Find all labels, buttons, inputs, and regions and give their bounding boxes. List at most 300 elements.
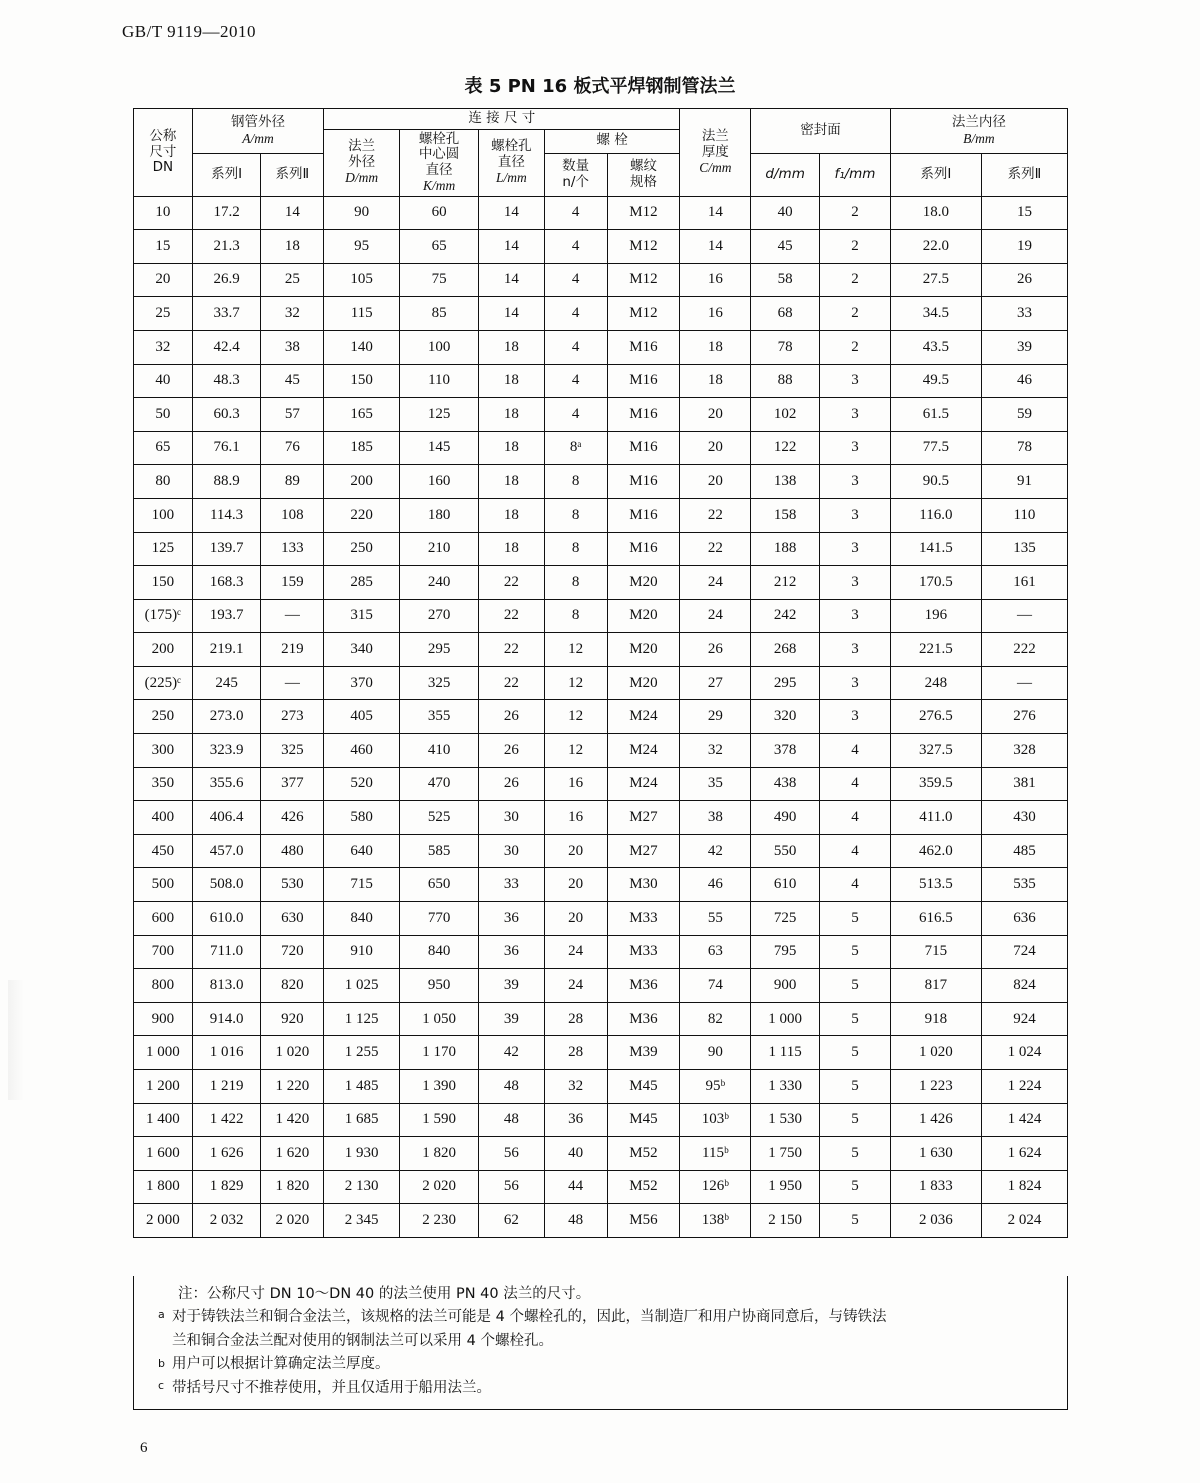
cell-flange-id-series2: 924 — [981, 1002, 1067, 1036]
cell-pipe-od-series2: 820 — [261, 969, 324, 1003]
table-notes — [133, 1276, 1068, 1410]
cell-flange-id-series1: 276.5 — [890, 700, 981, 734]
cell-pipe-od-series2: — — [261, 666, 324, 700]
cell-pipe-od-series2: 38 — [261, 330, 324, 364]
cell-bolt-hole-dia: 26 — [479, 700, 545, 734]
cell-dn: 50 — [134, 398, 193, 432]
header-dn-line3: DN — [152, 159, 174, 176]
cell-flange-id-series1: 221.5 — [890, 633, 981, 667]
note-b-marker: b — [158, 1357, 165, 1371]
cell-bolt-hole-dia: 56 — [479, 1137, 545, 1171]
cell-sealing-d: 242 — [751, 599, 820, 633]
cell-bolt-thread: M16 — [607, 330, 680, 364]
cell-flange-thickness: 18 — [680, 330, 751, 364]
cell-flange-od: 2 130 — [324, 1170, 400, 1204]
cell-sealing-f1: 4 — [820, 801, 891, 835]
header-bolt-hole-line2: 直径 — [497, 153, 525, 170]
cell-bolt-hole-dia: 62 — [479, 1204, 545, 1238]
cell-flange-thickness: 20 — [680, 431, 751, 465]
cell-sealing-d: 725 — [751, 902, 820, 936]
cell-pipe-od-series1: 17.2 — [192, 196, 261, 230]
cell-dn: 10 — [134, 196, 193, 230]
cell-bolt-thread: M45 — [607, 1103, 680, 1137]
cell-flange-thickness: 46 — [680, 868, 751, 902]
cell-flange-id-series2: 1 024 — [981, 1036, 1067, 1070]
cell-bolt-thread: M16 — [607, 465, 680, 499]
cell-sealing-d: 1 000 — [751, 1002, 820, 1036]
table-row — [134, 1204, 1068, 1238]
cell-flange-id-series1: 248 — [890, 666, 981, 700]
cell-sealing-d: 102 — [751, 398, 820, 432]
cell-flange-id-series2: 161 — [981, 566, 1067, 600]
table-row — [134, 700, 1068, 734]
page-number: 6 — [140, 1440, 148, 1456]
page-smudge — [8, 980, 24, 1100]
cell-dn: 250 — [134, 700, 193, 734]
cell-flange-od: 1 025 — [324, 969, 400, 1003]
cell-flange-id-series1: 715 — [890, 935, 981, 969]
table-row — [134, 1170, 1068, 1204]
cell-pipe-od-series1: 219.1 — [192, 633, 261, 667]
cell-pipe-od-series2: 273 — [261, 700, 324, 734]
cell-flange-od: 1 485 — [324, 1070, 400, 1104]
cell-bolt-thread: M20 — [607, 599, 680, 633]
cell-flange-id-series2: 535 — [981, 868, 1067, 902]
cell-bolt-circle: 210 — [400, 532, 479, 566]
cell-dn: (175)ᶜ — [134, 599, 193, 633]
cell-sealing-f1: 3 — [820, 666, 891, 700]
cell-flange-id-series2: 135 — [981, 532, 1067, 566]
header-row-1 — [134, 109, 1068, 130]
cell-flange-od: 185 — [324, 431, 400, 465]
header-bolt-circle-line2: 中心圆 — [418, 146, 460, 163]
header-bolt-count-line1: 数量 — [562, 158, 590, 175]
cell-bolt-thread: M16 — [607, 431, 680, 465]
cell-bolt-thread: M16 — [607, 364, 680, 398]
cell-flange-od: 370 — [324, 666, 400, 700]
cell-bolt-circle: 60 — [400, 196, 479, 230]
cell-pipe-od-series2: 920 — [261, 1002, 324, 1036]
cell-bolt-circle: 770 — [400, 902, 479, 936]
cell-sealing-d: 212 — [751, 566, 820, 600]
table-row — [134, 566, 1068, 600]
cell-bolt-circle: 110 — [400, 364, 479, 398]
cell-dn: 150 — [134, 566, 193, 600]
cell-dn: (225)ᶜ — [134, 666, 193, 700]
cell-dn: 900 — [134, 1002, 193, 1036]
cell-flange-id-series1: 77.5 — [890, 431, 981, 465]
header-sealing-f1: f₁/mm — [820, 153, 891, 196]
cell-flange-od: 200 — [324, 465, 400, 499]
header-bolt-thread-line2: 规格 — [629, 173, 657, 190]
cell-bolt-count: 12 — [544, 666, 607, 700]
cell-pipe-od-series2: 219 — [261, 633, 324, 667]
header-pipe-od-unit: A/mm — [242, 130, 274, 146]
cell-pipe-od-series2: 14 — [261, 196, 324, 230]
cell-bolt-hole-dia: 18 — [479, 465, 545, 499]
cell-pipe-od-series2: 18 — [261, 230, 324, 264]
cell-pipe-od-series1: 114.3 — [192, 498, 261, 532]
cell-bolt-circle: 100 — [400, 330, 479, 364]
cell-flange-id-series2: 33 — [981, 297, 1067, 331]
cell-flange-thickness: 14 — [680, 230, 751, 264]
table-row — [134, 431, 1068, 465]
cell-bolt-hole-dia: 39 — [479, 969, 545, 1003]
cell-bolt-circle: 325 — [400, 666, 479, 700]
cell-bolt-hole-dia: 14 — [479, 196, 545, 230]
cell-dn: 20 — [134, 263, 193, 297]
cell-dn: 1 200 — [134, 1070, 193, 1104]
cell-bolt-thread: M16 — [607, 498, 680, 532]
cell-pipe-od-series2: 25 — [261, 263, 324, 297]
cell-flange-id-series2: 15 — [981, 196, 1067, 230]
cell-flange-id-series2: — — [981, 599, 1067, 633]
cell-pipe-od-series2: 108 — [261, 498, 324, 532]
cell-flange-id-series1: 170.5 — [890, 566, 981, 600]
cell-bolt-circle: 160 — [400, 465, 479, 499]
cell-sealing-f1: 2 — [820, 196, 891, 230]
cell-flange-thickness: 14 — [680, 196, 751, 230]
cell-bolt-hole-dia: 36 — [479, 902, 545, 936]
cell-pipe-od-series2: 377 — [261, 767, 324, 801]
cell-pipe-od-series2: 89 — [261, 465, 324, 499]
header-dn-line2: 尺寸 — [149, 143, 177, 160]
cell-bolt-hole-dia: 18 — [479, 431, 545, 465]
table-row — [134, 935, 1068, 969]
cell-pipe-od-series1: 508.0 — [192, 868, 261, 902]
cell-dn: 500 — [134, 868, 193, 902]
table-row — [134, 1036, 1068, 1070]
cell-pipe-od-series2: 2 020 — [261, 1204, 324, 1238]
cell-pipe-od-series1: 42.4 — [192, 330, 261, 364]
cell-pipe-od-series1: 914.0 — [192, 1002, 261, 1036]
cell-flange-thickness: 95ᵇ — [680, 1070, 751, 1104]
cell-bolt-thread: M20 — [607, 666, 680, 700]
cell-flange-thickness: 26 — [680, 633, 751, 667]
cell-pipe-od-series1: 323.9 — [192, 734, 261, 768]
cell-sealing-d: 58 — [751, 263, 820, 297]
cell-sealing-f1: 4 — [820, 734, 891, 768]
cell-dn: 32 — [134, 330, 193, 364]
cell-sealing-f1: 5 — [820, 1170, 891, 1204]
cell-pipe-od-series2: 159 — [261, 566, 324, 600]
cell-flange-od: 1 255 — [324, 1036, 400, 1070]
cell-dn: 125 — [134, 532, 193, 566]
cell-flange-od: 910 — [324, 935, 400, 969]
cell-pipe-od-series2: 1 220 — [261, 1070, 324, 1104]
table-row — [134, 532, 1068, 566]
cell-bolt-count: 48 — [544, 1204, 607, 1238]
cell-bolt-count: 8 — [544, 498, 607, 532]
cell-flange-od: 340 — [324, 633, 400, 667]
header-pipe-od — [192, 109, 324, 154]
cell-dn: 600 — [134, 902, 193, 936]
cell-flange-id-series1: 411.0 — [890, 801, 981, 835]
cell-sealing-f1: 5 — [820, 969, 891, 1003]
cell-flange-id-series1: 90.5 — [890, 465, 981, 499]
cell-dn: 800 — [134, 969, 193, 1003]
cell-bolt-hole-dia: 36 — [479, 935, 545, 969]
table-row — [134, 767, 1068, 801]
table-body — [134, 196, 1068, 1237]
cell-pipe-od-series2: 480 — [261, 834, 324, 868]
cell-flange-thickness: 126ᵇ — [680, 1170, 751, 1204]
cell-flange-id-series2: 824 — [981, 969, 1067, 1003]
cell-flange-id-series2: 59 — [981, 398, 1067, 432]
cell-flange-id-series2: 91 — [981, 465, 1067, 499]
cell-flange-od: 580 — [324, 801, 400, 835]
cell-sealing-d: 1 530 — [751, 1103, 820, 1137]
cell-pipe-od-series1: 245 — [192, 666, 261, 700]
note-b-text: 用户可以根据计算确定法兰厚度。 — [172, 1356, 390, 1373]
cell-sealing-f1: 3 — [820, 431, 891, 465]
cell-flange-thickness: 20 — [680, 398, 751, 432]
header-bolt-hole-dia — [479, 129, 545, 196]
cell-sealing-f1: 5 — [820, 1204, 891, 1238]
cell-flange-id-series2: — — [981, 666, 1067, 700]
cell-bolt-thread: M24 — [607, 700, 680, 734]
cell-bolt-thread: M56 — [607, 1204, 680, 1238]
cell-bolt-thread: M24 — [607, 734, 680, 768]
header-bolt-circle — [400, 129, 479, 196]
cell-flange-thickness: 103ᵇ — [680, 1103, 751, 1137]
cell-sealing-f1: 3 — [820, 700, 891, 734]
header-flange-od-line2: 外径 — [348, 153, 376, 170]
cell-flange-id-series1: 1 223 — [890, 1070, 981, 1104]
cell-bolt-thread: M52 — [607, 1137, 680, 1171]
flange-dimension-table — [133, 108, 1068, 1238]
cell-bolt-hole-dia: 22 — [479, 633, 545, 667]
cell-flange-id-series1: 49.5 — [890, 364, 981, 398]
cell-flange-id-series1: 116.0 — [890, 498, 981, 532]
cell-bolt-circle: 125 — [400, 398, 479, 432]
cell-flange-od: 1 930 — [324, 1137, 400, 1171]
cell-bolt-count: 16 — [544, 801, 607, 835]
cell-pipe-od-series1: 813.0 — [192, 969, 261, 1003]
cell-flange-id-series2: 636 — [981, 902, 1067, 936]
header-bolt-count-line2: n/个 — [562, 173, 589, 190]
cell-flange-od: 1 125 — [324, 1002, 400, 1036]
cell-flange-id-series1: 141.5 — [890, 532, 981, 566]
cell-sealing-f1: 3 — [820, 364, 891, 398]
header-thickness-line1: 法兰 — [701, 128, 729, 145]
cell-bolt-thread: M33 — [607, 902, 680, 936]
cell-sealing-d: 78 — [751, 330, 820, 364]
cell-flange-od: 715 — [324, 868, 400, 902]
cell-flange-id-series1: 462.0 — [890, 834, 981, 868]
cell-bolt-count: 4 — [544, 398, 607, 432]
cell-bolt-hole-dia: 22 — [479, 566, 545, 600]
cell-pipe-od-series1: 406.4 — [192, 801, 261, 835]
cell-sealing-f1: 3 — [820, 633, 891, 667]
cell-sealing-f1: 4 — [820, 834, 891, 868]
cell-bolt-thread: M36 — [607, 969, 680, 1003]
cell-sealing-d: 900 — [751, 969, 820, 1003]
cell-dn: 350 — [134, 767, 193, 801]
cell-pipe-od-series1: 1 626 — [192, 1137, 261, 1171]
header-pipe-od-label: 钢管外径 — [230, 114, 285, 131]
cell-sealing-f1: 4 — [820, 868, 891, 902]
cell-bolt-count: 20 — [544, 902, 607, 936]
cell-flange-id-series2: 276 — [981, 700, 1067, 734]
cell-dn: 40 — [134, 364, 193, 398]
table-title: 表 5 PN 16 板式平焊钢制管法兰 — [464, 76, 736, 97]
cell-flange-thickness: 63 — [680, 935, 751, 969]
cell-bolt-circle: 240 — [400, 566, 479, 600]
cell-flange-id-series2: 2 024 — [981, 1204, 1067, 1238]
note-a-marker: a — [158, 1308, 165, 1322]
cell-bolt-thread: M39 — [607, 1036, 680, 1070]
cell-bolt-count: 4 — [544, 330, 607, 364]
table-row — [134, 969, 1068, 1003]
table-row — [134, 633, 1068, 667]
cell-sealing-f1: 5 — [820, 1036, 891, 1070]
cell-flange-od: 840 — [324, 902, 400, 936]
cell-flange-od: 520 — [324, 767, 400, 801]
cell-pipe-od-series1: 60.3 — [192, 398, 261, 432]
cell-sealing-d: 1 115 — [751, 1036, 820, 1070]
cell-bolt-thread: M12 — [607, 230, 680, 264]
cell-sealing-d: 45 — [751, 230, 820, 264]
cell-bolt-hole-dia: 39 — [479, 1002, 545, 1036]
table-row — [134, 834, 1068, 868]
cell-dn: 80 — [134, 465, 193, 499]
cell-dn: 2 000 — [134, 1204, 193, 1238]
cell-bolt-count: 8 — [544, 532, 607, 566]
note-c — [144, 1377, 1057, 1400]
table-row — [134, 196, 1068, 230]
table-row — [134, 868, 1068, 902]
cell-pipe-od-series2: 630 — [261, 902, 324, 936]
header-bolt-count — [544, 153, 607, 196]
header-bolt-group: 螺 栓 — [544, 129, 680, 153]
table-row — [134, 364, 1068, 398]
cell-bolt-thread: M30 — [607, 868, 680, 902]
cell-bolt-hole-dia: 14 — [479, 263, 545, 297]
cell-sealing-d: 122 — [751, 431, 820, 465]
cell-dn: 450 — [134, 834, 193, 868]
cell-sealing-d: 268 — [751, 633, 820, 667]
header-flange-id-series2: 系列Ⅱ — [981, 153, 1067, 196]
cell-flange-thickness: 55 — [680, 902, 751, 936]
cell-bolt-count: 40 — [544, 1137, 607, 1171]
table-row — [134, 666, 1068, 700]
cell-flange-thickness: 74 — [680, 969, 751, 1003]
cell-sealing-f1: 3 — [820, 566, 891, 600]
note-c-text: 带括号尺寸不推荐使用，并且仅适用于船用法兰。 — [172, 1379, 491, 1396]
header-sealing-group: 密封面 — [751, 109, 891, 154]
cell-sealing-f1: 4 — [820, 767, 891, 801]
cell-dn: 700 — [134, 935, 193, 969]
cell-pipe-od-series2: — — [261, 599, 324, 633]
cell-flange-od: 90 — [324, 196, 400, 230]
cell-flange-id-series1: 616.5 — [890, 902, 981, 936]
header-bolt-hole-line3: L/mm — [496, 170, 527, 186]
cell-bolt-hole-dia: 18 — [479, 398, 545, 432]
table-row — [134, 599, 1068, 633]
cell-bolt-circle: 1 820 — [400, 1137, 479, 1171]
header-flange-od-line1: 法兰 — [348, 138, 376, 155]
cell-pipe-od-series1: 76.1 — [192, 431, 261, 465]
cell-bolt-hole-dia: 14 — [479, 297, 545, 331]
cell-flange-id-series1: 34.5 — [890, 297, 981, 331]
cell-flange-id-series1: 1 426 — [890, 1103, 981, 1137]
cell-flange-id-series2: 328 — [981, 734, 1067, 768]
cell-sealing-d: 1 750 — [751, 1137, 820, 1171]
header-pipe-od-series1: 系列Ⅰ — [192, 153, 261, 196]
cell-sealing-f1: 3 — [820, 532, 891, 566]
cell-flange-thickness: 18 — [680, 364, 751, 398]
cell-dn: 100 — [134, 498, 193, 532]
cell-sealing-d: 320 — [751, 700, 820, 734]
cell-sealing-d: 188 — [751, 532, 820, 566]
cell-flange-thickness: 42 — [680, 834, 751, 868]
header-flange-id-series1: 系列Ⅰ — [890, 153, 981, 196]
cell-flange-thickness: 16 — [680, 297, 751, 331]
cell-pipe-od-series2: 1 420 — [261, 1103, 324, 1137]
cell-bolt-circle: 410 — [400, 734, 479, 768]
cell-flange-id-series1: 43.5 — [890, 330, 981, 364]
cell-flange-thickness: 32 — [680, 734, 751, 768]
cell-sealing-f1: 5 — [820, 1103, 891, 1137]
cell-flange-thickness: 138ᵇ — [680, 1204, 751, 1238]
cell-flange-id-series2: 1 624 — [981, 1137, 1067, 1171]
cell-flange-od: 285 — [324, 566, 400, 600]
cell-bolt-count: 20 — [544, 868, 607, 902]
note-a-continuation: 兰和铜合金法兰配对使用的钢制法兰可以采用 4 个螺栓孔。 — [172, 1332, 553, 1349]
cell-pipe-od-series2: 720 — [261, 935, 324, 969]
header-sealing-d: d/mm — [751, 153, 820, 196]
cell-sealing-f1: 3 — [820, 599, 891, 633]
cell-bolt-count: 32 — [544, 1070, 607, 1104]
table-row — [134, 801, 1068, 835]
cell-pipe-od-series2: 1 620 — [261, 1137, 324, 1171]
cell-bolt-hole-dia: 22 — [479, 666, 545, 700]
note-main: 注：公称尺寸 DN 10～DN 40 的法兰使用 PN 40 法兰的尺寸。 — [178, 1286, 591, 1302]
cell-sealing-d: 490 — [751, 801, 820, 835]
cell-flange-id-series2: 381 — [981, 767, 1067, 801]
cell-sealing-f1: 5 — [820, 902, 891, 936]
cell-sealing-f1: 5 — [820, 935, 891, 969]
header-pipe-od-series2: 系列Ⅱ — [261, 153, 324, 196]
table-head — [134, 109, 1068, 197]
table-row — [134, 297, 1068, 331]
header-bolt-circle-line3: 直径 — [425, 161, 453, 178]
cell-flange-od: 315 — [324, 599, 400, 633]
cell-sealing-f1: 5 — [820, 1002, 891, 1036]
cell-pipe-od-series1: 2 032 — [192, 1204, 261, 1238]
cell-bolt-circle: 145 — [400, 431, 479, 465]
header-row-3 — [134, 153, 1068, 196]
cell-bolt-circle: 950 — [400, 969, 479, 1003]
cell-bolt-count: 36 — [544, 1103, 607, 1137]
cell-sealing-d: 550 — [751, 834, 820, 868]
cell-pipe-od-series1: 88.9 — [192, 465, 261, 499]
cell-dn: 1 800 — [134, 1170, 193, 1204]
cell-bolt-thread: M27 — [607, 801, 680, 835]
cell-flange-od: 250 — [324, 532, 400, 566]
cell-flange-id-series2: 26 — [981, 263, 1067, 297]
cell-flange-id-series1: 27.5 — [890, 263, 981, 297]
cell-flange-od: 140 — [324, 330, 400, 364]
cell-flange-thickness: 16 — [680, 263, 751, 297]
cell-pipe-od-series1: 610.0 — [192, 902, 261, 936]
cell-bolt-thread: M12 — [607, 263, 680, 297]
cell-flange-id-series1: 327.5 — [890, 734, 981, 768]
cell-pipe-od-series1: 48.3 — [192, 364, 261, 398]
cell-flange-id-series1: 22.0 — [890, 230, 981, 264]
cell-pipe-od-series2: 530 — [261, 868, 324, 902]
